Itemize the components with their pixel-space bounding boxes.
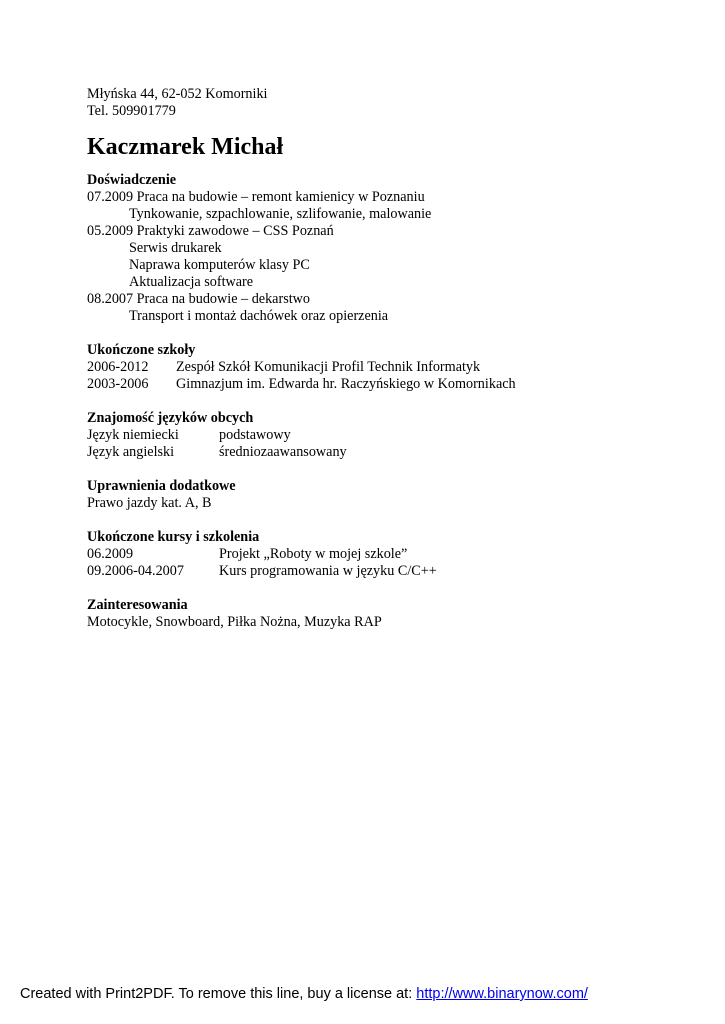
language-name: Język angielski	[87, 444, 175, 460]
course-name: Projekt „Roboty w mojej szkole”	[219, 546, 408, 562]
license-link[interactable]: http://www.binarynow.com/	[416, 986, 588, 1002]
spacer	[87, 393, 707, 410]
job-detail: Serwis drukarek	[129, 240, 222, 256]
course-row	[87, 563, 707, 580]
section-title-experience: Doświadczenie	[87, 172, 177, 188]
section-title-languages: Znajomość języków obcych	[87, 410, 254, 426]
section-title-interests: Zainteresowania	[87, 597, 188, 613]
language-row	[87, 444, 707, 461]
language-level: średniozaawansowany	[219, 444, 347, 460]
section-title-courses: Ukończone kursy i szkolenia	[87, 529, 260, 545]
additional-text: Prawo jazdy kat. A, B	[87, 495, 212, 511]
person-name: Kaczmarek Michał	[87, 134, 284, 160]
course-date: 06.2009	[87, 546, 134, 562]
job-detail: Tynkowanie, szpachlowanie, szlifowanie, malowanie	[129, 206, 432, 222]
spacer	[87, 512, 707, 529]
phone-line: Tel. 509901779	[87, 103, 176, 119]
job-detail: Naprawa komputerów klasy PC	[129, 257, 310, 273]
job-detail: Aktualizacja software	[129, 274, 254, 290]
language-level: podstawowy	[219, 427, 291, 443]
school-row	[87, 376, 707, 393]
footer-text: Created with Print2PDF. To remove this line, buy a license at:	[20, 986, 417, 1002]
spacer	[87, 325, 707, 342]
language-name: Język niemiecki	[87, 427, 179, 443]
job-header: 07.2009 Praca na budowie – remont kamienicy w Poznaniu	[87, 189, 425, 205]
spacer	[87, 580, 707, 597]
spacer	[87, 461, 707, 478]
school-years: 2003-2006	[87, 376, 149, 392]
job-detail: Transport i montaż dachówek oraz opierzenia	[129, 308, 389, 324]
cv-page	[87, 86, 707, 631]
print2pdf-footer	[20, 985, 588, 1003]
language-row	[87, 427, 707, 444]
school-name: Gimnazjum im. Edwarda hr. Raczyńskiego w Komornikach	[176, 376, 516, 392]
school-years: 2006-2012	[87, 359, 149, 375]
job-header: 08.2007 Praca na budowie – dekarstwo	[87, 291, 311, 307]
course-name: Kurs programowania w języku C/C++	[219, 563, 437, 579]
school-name: Zespół Szkół Komunikacji Profil Technik Informatyk	[176, 359, 481, 375]
section-title-schools: Ukończone szkoły	[87, 342, 196, 358]
address-line: Młyńska 44, 62-052 Komorniki	[87, 86, 268, 102]
section-title-additional: Uprawnienia dodatkowe	[87, 478, 236, 494]
course-row	[87, 546, 707, 563]
interests-text: Motocykle, Snowboard, Piłka Nożna, Muzyka RAP	[87, 614, 382, 630]
course-date: 09.2006-04.2007	[87, 563, 184, 579]
job-header: 05.2009 Praktyki zawodowe – CSS Poznań	[87, 223, 334, 239]
school-row	[87, 359, 707, 376]
